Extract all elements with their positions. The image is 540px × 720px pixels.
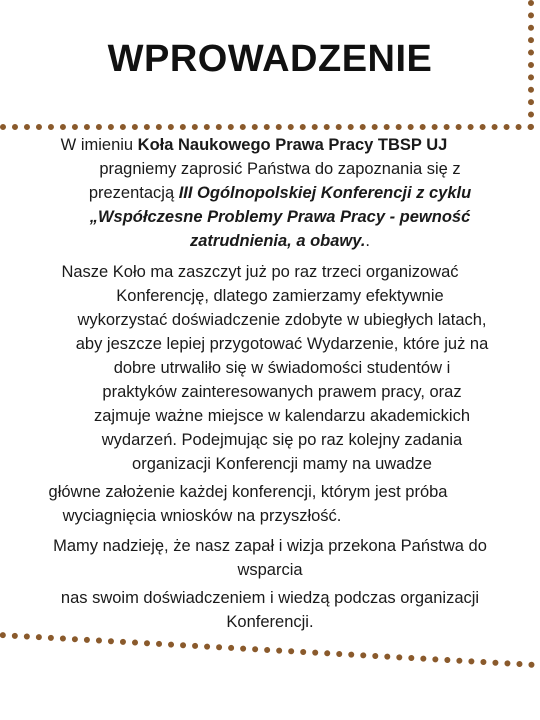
- conference-title-end: zatrudnienia, a obawy.: [189, 232, 366, 250]
- conference-name: III Ogólnopolskiej Konferencji z cyklu: [178, 184, 472, 202]
- text-span: prezentacją: [88, 184, 179, 202]
- text-line: praktyków zainteresowanych prawem pracy, oraz: [102, 383, 462, 401]
- text-line: [10, 230, 540, 252]
- text-line: Nasze Koło ma zaszczyt już po raz trzeci organizować: [61, 263, 459, 281]
- page-title: WPROWADZENIE: [107, 38, 433, 80]
- text-line: nas swoim doświadczeniem i wiedzą podczas organizacji: [60, 589, 480, 607]
- text-line: zajmuje ważne miejsce w kalendarzu akademickich: [94, 407, 470, 425]
- text-span: .: [365, 232, 371, 250]
- organization-name: Koła Naukowego Prawa Pracy TBSP UJ: [137, 136, 448, 154]
- bottom-dotted-divider: [0, 632, 540, 669]
- text-line: wydarzeń. Podejmując się po raz kolejny zadania: [101, 431, 463, 449]
- text-line: aby jeszcze lepiej przygotować Wydarzenie, które już na: [75, 335, 489, 353]
- text-line: wyciagnięcia wniosków na przyszłość.: [62, 507, 342, 525]
- text-line: [10, 182, 540, 204]
- text-line: Mamy nadzieję, że nasz zapał i wizja przekona Państwa do: [53, 537, 487, 555]
- text-line: dobre utrwaliło się w świadomości studentów i: [113, 359, 451, 377]
- text-span: W imieniu: [60, 136, 138, 154]
- text-line: [0, 134, 524, 156]
- text-line: Konferencję, dlatego zamierzamy efektywnie: [116, 287, 444, 305]
- text-line: organizacji Konferencji mamy na uwadze: [132, 455, 432, 473]
- text-line: wsparcia: [237, 561, 303, 579]
- text-line: wykorzystać doświadczenie zdobyte w ubiegłych latach,: [77, 311, 487, 329]
- conference-title: „Współczesne Problemy Prawa Pracy - pewność: [89, 208, 471, 226]
- text-line: główne założenie każdej konferencji, którym jest próba: [48, 483, 448, 501]
- text-line: Konferencji.: [226, 613, 314, 631]
- text-line: pragniemy zaprosić Państwa do zapoznania się z: [99, 160, 461, 178]
